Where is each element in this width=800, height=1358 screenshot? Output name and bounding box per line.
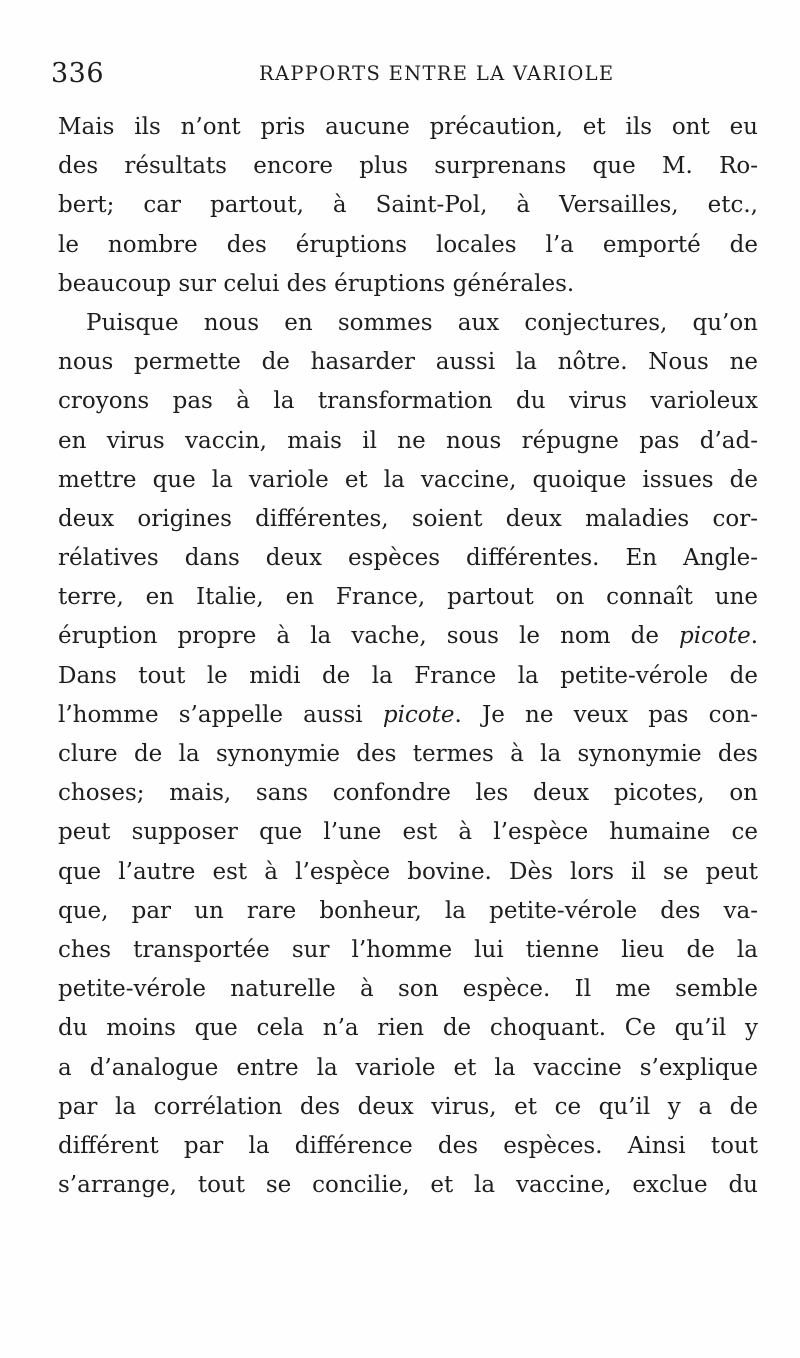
- text-segment: . Je ne veux pas con-: [454, 701, 758, 728]
- italic-term: picote: [679, 623, 751, 650]
- text-line: choses; mais, sans confondre les deux picotes, on: [58, 780, 758, 807]
- text-line: par la corrélation des deux virus, et ce qu’il y a de: [58, 1093, 758, 1120]
- text-line: beaucoup sur celui des éruptions générales.: [58, 270, 575, 297]
- text-line: peut supposer que l’une est à l’espèce humaine ce: [58, 819, 758, 846]
- running-head-title: RAPPORTS ENTRE LA VARIOLE: [259, 62, 615, 85]
- body-text: [58, 108, 758, 1205]
- text-line: s’arrange, tout se concilie, et la vaccine, exclue du: [58, 1172, 758, 1199]
- text-line: que l’autre est à l’espèce bovine. Dès lors il se peut: [58, 858, 758, 885]
- text-segment: l’homme s’appelle aussi: [58, 701, 383, 728]
- text-line: petite-vérole naturelle à son espèce. Il me semble: [58, 976, 758, 1003]
- text-line: différent par la différence des espèces. Ainsi tout: [58, 1132, 758, 1159]
- text-line: mettre que la variole et la vaccine, quoique issues de: [58, 466, 758, 493]
- text-segment: .: [750, 623, 758, 650]
- text-line: le nombre des éruptions locales l’a emporté de: [58, 231, 758, 258]
- text-line: terre, en Italie, en France, partout on connaît une: [58, 584, 758, 611]
- text-line: nous permette de hasarder aussi la nôtre. Nous ne: [58, 349, 758, 376]
- running-head: [51, 58, 769, 98]
- text-line: Mais ils n’ont pris aucune précaution, et ils ont eu: [58, 114, 758, 140]
- italic-term: picote: [382, 701, 455, 728]
- text-segment: éruption propre à la vache, sous le nom de: [58, 623, 680, 650]
- text-line: que, par un rare bonheur, la petite-vérole des va-: [58, 897, 758, 924]
- text-line: ches transportée sur l’homme lui tienne lieu de la: [58, 936, 758, 963]
- text-line: en virus vaccin, mais il ne nous répugne pas d’ad-: [58, 427, 758, 454]
- text-line: Puisque nous en sommes aux conjectures, qu’on: [86, 309, 758, 336]
- page-number: 336: [51, 58, 105, 89]
- text-line: Dans tout le midi de la France la petite-vérole de: [58, 662, 758, 689]
- text-line: deux origines différentes, soient deux maladies cor-: [58, 505, 758, 532]
- text-line: bert; car partout, à Saint-Pol, à Versailles, etc.,: [58, 192, 758, 219]
- text-line: [58, 617, 758, 656]
- text-line: [58, 696, 758, 735]
- text-line: clure de la synonymie des termes à la synonymie des: [58, 741, 758, 767]
- text-line: rélatives dans deux espèces différentes. En Angle-: [58, 545, 758, 572]
- text-line: du moins que cela n’a rien de choquant. Ce qu’il y: [58, 1015, 758, 1042]
- text-line: croyons pas à la transformation du virus varioleux: [58, 388, 758, 415]
- text-line: a d’analogue entre la variole et la vaccine s’explique: [58, 1054, 758, 1081]
- text-line: des résultats encore plus surprenans que M. Ro-: [58, 153, 758, 180]
